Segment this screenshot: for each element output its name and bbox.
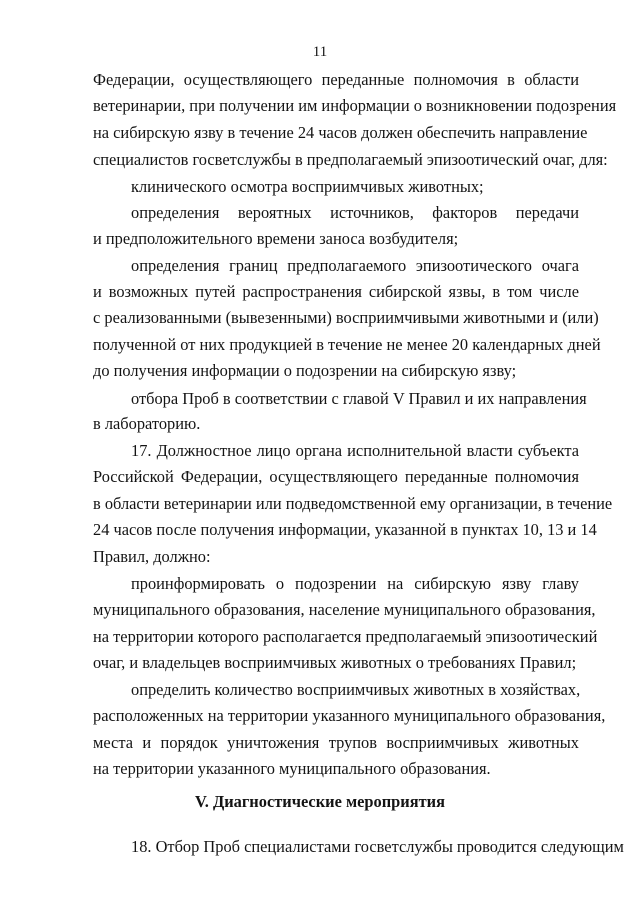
text-line: очаг, и владельцев восприимчивых животных о требованиях Правил;	[93, 653, 577, 672]
text-line: 18. Отбор Проб специалистами госветслужбы проводится следующим	[131, 837, 624, 856]
text-line: Правил, должно:	[93, 547, 211, 566]
text-line: расположенных на территории указанного муниципального образования,	[93, 706, 606, 725]
text-line: клинического осмотра восприимчивых животных;	[131, 177, 484, 196]
text-line: определения вероятных источников, факторов передачи	[131, 203, 579, 222]
text-line: 24 часов после получения информации, указанной в пунктах 10, 13 и 14	[93, 520, 597, 539]
section-heading: V. Диагностические мероприятия	[195, 792, 445, 811]
text-line: на территории указанного муниципального образования.	[93, 759, 491, 778]
text-line: на территории которого располагается предполагаемый эпизоотический	[93, 627, 598, 646]
text-line: определить количество восприимчивых животных в хозяйствах,	[131, 680, 581, 699]
text-line: и возможных путей распространения сибирской язвы, в том числе	[93, 282, 579, 301]
text-line: определения границ предполагаемого эпизоотического очага	[131, 256, 579, 275]
text-line: проинформировать о подозрении на сибирскую язву главу	[131, 574, 579, 593]
text-line: полученной от них продукцией в течение не менее 20 календарных дней	[93, 335, 601, 354]
text-line: муниципального образования, население муниципального образования,	[93, 600, 596, 619]
text-line: с реализованными (вывезенными) восприимчивыми животными и (или)	[93, 308, 599, 327]
text-line: Федерации, осуществляющего переданные полномочия в области	[93, 70, 579, 89]
text-line: 17. Должностное лицо органа исполнительной власти субъекта	[131, 441, 579, 460]
text-line: места и порядок уничтожения трупов восприимчивых животных	[93, 733, 579, 752]
text-line: на сибирскую язву в течение 24 часов должен обеспечить направление	[93, 123, 588, 142]
text-line: и предположительного времени заноса возбудителя;	[93, 229, 459, 248]
text-line: специалистов госветслужбы в предполагаемый эпизоотический очаг, для:	[93, 150, 608, 169]
text-line: до получения информации о подозрении на сибирскую язву;	[93, 361, 517, 380]
page-number: 11	[312, 44, 328, 60]
text-line: в области ветеринарии или подведомственной ему организации, в течение	[93, 494, 613, 513]
text-line: Российской Федерации, осуществляющего переданные полномочия	[93, 467, 579, 486]
text-line: в лабораторию.	[93, 414, 201, 433]
text-line: отбора Проб в соответствии с главой V Правил и их направления	[131, 389, 587, 408]
text-line: ветеринарии, при получении им информации о возникновении подозрения	[93, 96, 617, 115]
